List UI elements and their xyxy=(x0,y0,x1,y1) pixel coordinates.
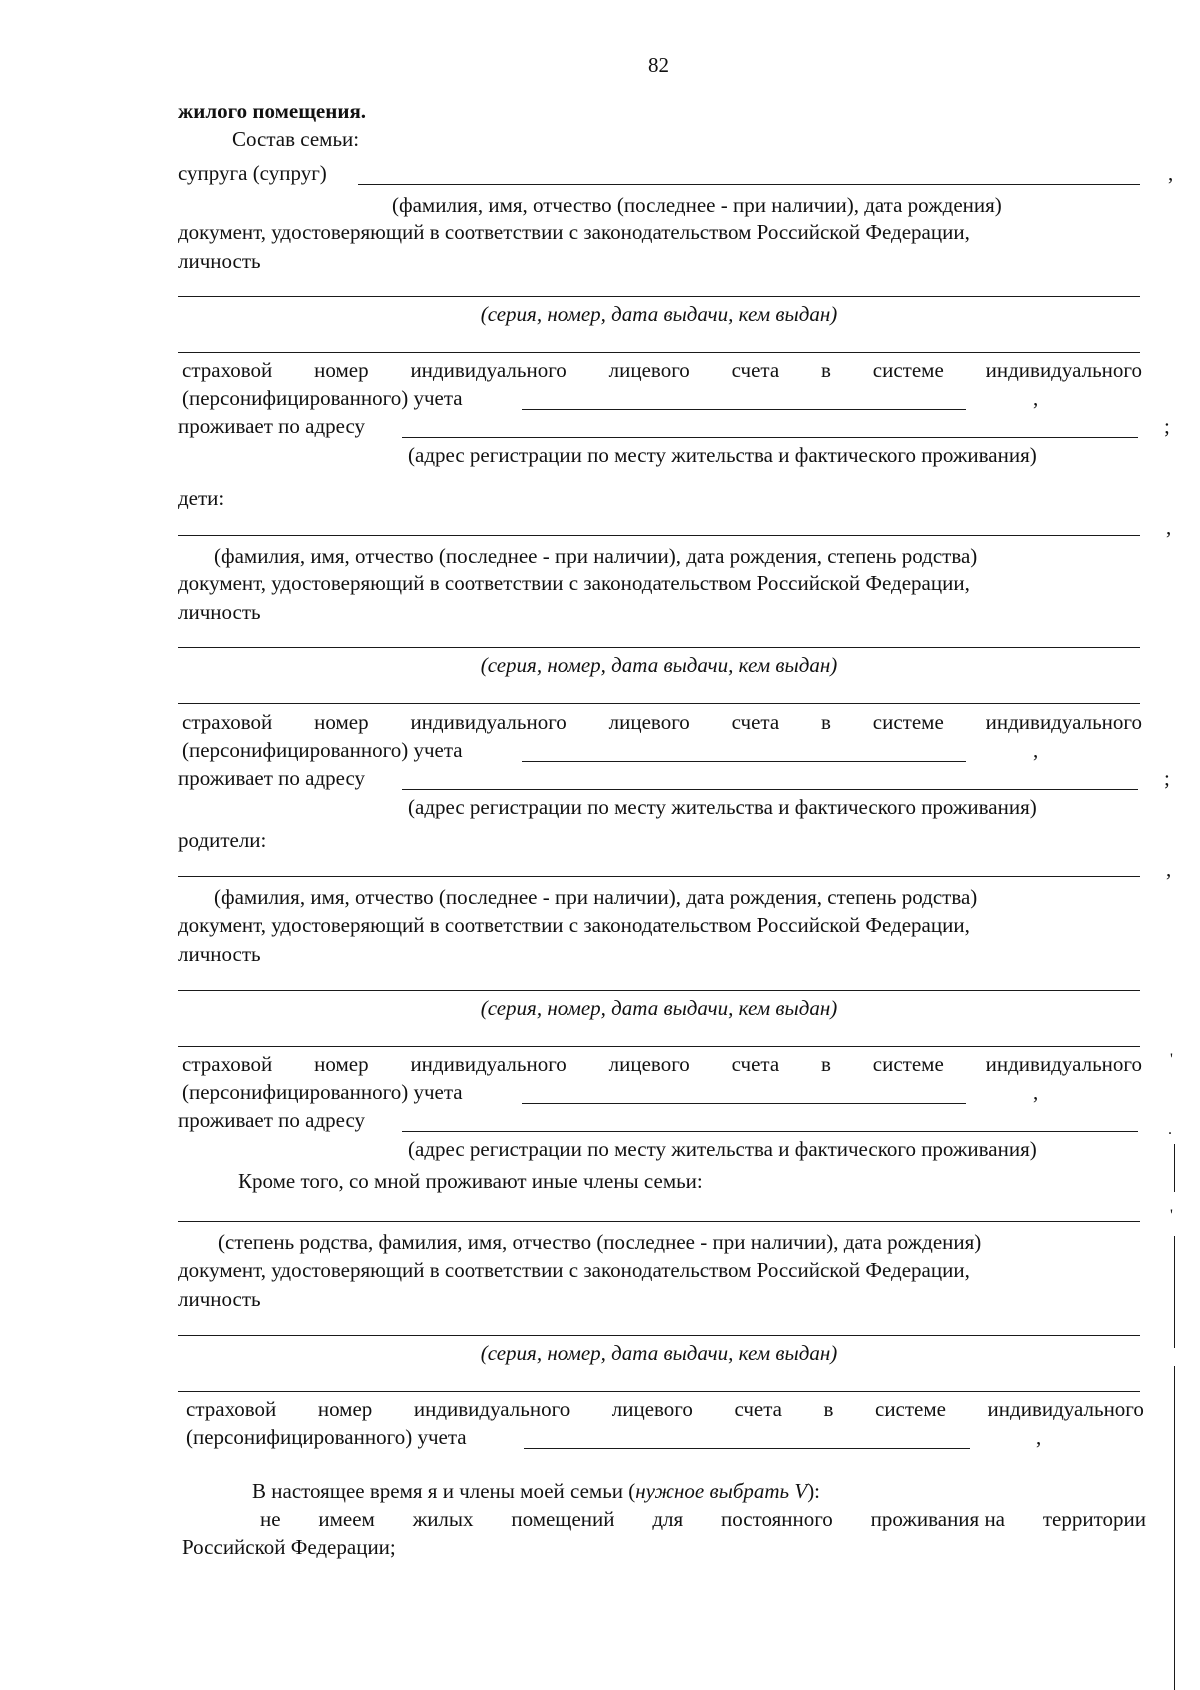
snils-word: страховой xyxy=(182,710,273,734)
snils-word: индивидуального xyxy=(985,1052,1142,1076)
children-snils-field[interactable] xyxy=(522,761,966,762)
spouse-label: супруга (супруг) xyxy=(178,161,327,185)
spouse-doc-field-2[interactable] xyxy=(178,352,1140,353)
children-doc-text: документ, удостоверяющий в соответствии с законодательством Российской Федерации, xyxy=(178,571,970,595)
snils-word: счета xyxy=(734,1397,782,1421)
snils-word: номер xyxy=(317,1397,373,1421)
other-members-label: Кроме того, со мной проживают иные члены семьи: xyxy=(238,1169,703,1193)
spouse-name-hint: (фамилия, имя, отчество (последнее - при наличии), дата рождения) xyxy=(392,193,1002,217)
trailing-comma: , xyxy=(1036,1425,1042,1449)
other-members-doc-field-2[interactable] xyxy=(178,1391,1140,1392)
trailing-semicolon: ; xyxy=(1164,414,1170,438)
spouse-snils-text xyxy=(182,357,1142,383)
scan-mark: ' xyxy=(1170,1051,1173,1068)
spouse-address-field[interactable] xyxy=(402,437,1138,438)
spouse-snils-text-2: (персонифицированного) учета xyxy=(182,386,463,410)
parents-address-label: проживает по адресу xyxy=(178,1108,366,1132)
other-members-snils-text-2: (персонифицированного) учета xyxy=(186,1425,467,1449)
parents-doc-field-2[interactable] xyxy=(178,1046,1140,1047)
parents-name-field[interactable] xyxy=(178,876,1140,877)
children-doc-field[interactable] xyxy=(178,647,1140,648)
snils-word: номер xyxy=(314,710,369,734)
snils-word: системе xyxy=(872,1052,944,1076)
other-members-doc-hint: (серия, номер, дата выдачи, кем выдан) xyxy=(480,1341,838,1365)
family-composition-label: Состав семьи: xyxy=(232,127,360,151)
snils-word: индивидуального xyxy=(985,358,1142,382)
snils-word: счета xyxy=(731,1052,780,1076)
other-members-doc-field[interactable] xyxy=(178,1335,1140,1336)
snils-word: индивидуального xyxy=(410,1052,567,1076)
scan-mark: . xyxy=(1168,1121,1172,1138)
other-members-name-hint: (степень родства, фамилия, имя, отчество (последнее - при наличии), дата рождения) xyxy=(218,1230,982,1254)
children-snils-text xyxy=(182,709,1142,735)
children-address-field[interactable] xyxy=(402,789,1138,790)
children-address-hint: (адрес регистрации по месту жительства и фактического проживания) xyxy=(408,795,1037,819)
snils-word: счета xyxy=(731,710,780,734)
snils-word: счета xyxy=(731,358,780,382)
spouse-doc-text-2: личность xyxy=(178,249,261,273)
trailing-comma: , xyxy=(1166,515,1172,539)
parents-address-field[interactable] xyxy=(402,1131,1138,1132)
spouse-address-label: проживает по адресу xyxy=(178,414,366,438)
spouse-doc-hint: (серия, номер, дата выдачи, кем выдан) xyxy=(480,302,838,326)
snils-word: в xyxy=(821,1052,831,1076)
snils-word: в xyxy=(821,358,831,382)
snils-word: лицевого xyxy=(611,1397,693,1421)
scan-edge-line xyxy=(1174,1144,1175,1192)
snils-word: индивидуального xyxy=(410,710,567,734)
snils-word: лицевого xyxy=(608,358,690,382)
trailing-comma: , xyxy=(1033,738,1039,762)
children-label: дети: xyxy=(178,486,225,510)
snils-word: номер xyxy=(314,1052,369,1076)
scan-mark: ' xyxy=(1170,1207,1173,1224)
snils-word: в xyxy=(823,1397,834,1421)
snils-word: страховой xyxy=(182,1052,273,1076)
option-word: жилых xyxy=(412,1507,474,1531)
snils-word: в xyxy=(821,710,831,734)
snils-word: системе xyxy=(872,710,944,734)
other-members-doc-text-2: личность xyxy=(178,1287,261,1311)
spouse-name-field[interactable] xyxy=(358,184,1140,185)
spouse-address-hint: (адрес регистрации по месту жительства и фактического проживания) xyxy=(408,443,1037,467)
snils-word: страховой xyxy=(186,1397,277,1421)
children-snils-text-2: (персонифицированного) учета xyxy=(182,738,463,762)
option-no-housing-text-2: Российской Федерации; xyxy=(182,1535,396,1559)
parents-snils-field[interactable] xyxy=(522,1103,966,1104)
snils-word: страховой xyxy=(182,358,273,382)
snils-word: системе xyxy=(872,358,944,382)
scan-edge-line xyxy=(1174,1366,1175,1690)
page-number: 82 xyxy=(648,53,669,77)
trailing-comma: , xyxy=(1033,1080,1039,1104)
other-members-name-field[interactable] xyxy=(178,1221,1140,1222)
children-doc-field-2[interactable] xyxy=(178,703,1140,704)
spouse-snils-field[interactable] xyxy=(522,409,966,410)
children-name-hint: (фамилия, имя, отчество (последнее - при наличии), дата рождения, степень родства) xyxy=(214,544,978,568)
snils-word: индивидуального xyxy=(985,710,1142,734)
snils-word: лицевого xyxy=(608,1052,690,1076)
snils-word: номер xyxy=(314,358,369,382)
other-members-doc-text: документ, удостоверяющий в соответствии с законодательством Российской Федерации, xyxy=(178,1258,970,1282)
snils-word: лицевого xyxy=(608,710,690,734)
option-word: помещений xyxy=(511,1507,615,1531)
snils-word: индивидуального xyxy=(410,358,567,382)
trailing-comma: , xyxy=(1033,386,1039,410)
option-word: для xyxy=(652,1507,684,1531)
option-no-housing-text xyxy=(260,1506,1146,1532)
children-doc-hint: (серия, номер, дата выдачи, кем выдан) xyxy=(480,653,838,677)
other-members-snils-text xyxy=(186,1396,1144,1422)
spouse-doc-text: документ, удостоверяющий в соответствии с законодательством Российской Федерации, xyxy=(178,220,970,244)
scan-edge-line xyxy=(1174,1236,1175,1348)
option-word: постоянного xyxy=(721,1507,833,1531)
section-heading: жилого помещения. xyxy=(178,99,367,123)
parents-doc-text: документ, удостоверяющий в соответствии с законодательством Российской Федерации, xyxy=(178,913,970,937)
parents-snils-text-2: (персонифицированного) учета xyxy=(182,1080,463,1104)
parents-address-hint: (адрес регистрации по месту жительства и фактического проживания) xyxy=(408,1137,1037,1161)
snils-word: индивидуального xyxy=(413,1397,571,1421)
snils-word: системе xyxy=(875,1397,946,1421)
trailing-comma: , xyxy=(1168,161,1174,185)
trailing-comma: , xyxy=(1166,857,1172,881)
parents-name-hint: (фамилия, имя, отчество (последнее - при наличии), дата рождения, степень родства) xyxy=(214,885,978,909)
parents-label: родители: xyxy=(178,828,267,852)
current-housing-intro: В настоящее время я и члены моей семьи (нужное выбрать V): xyxy=(252,1479,821,1503)
parents-doc-field[interactable] xyxy=(178,990,1140,991)
option-word: проживания на xyxy=(870,1507,1006,1531)
option-word: территории xyxy=(1042,1507,1146,1531)
children-address-label: проживает по адресу xyxy=(178,766,366,790)
parents-doc-text-2: личность xyxy=(178,942,261,966)
snils-word: индивидуального xyxy=(987,1397,1144,1421)
option-word: имеем xyxy=(318,1507,375,1531)
trailing-semicolon: ; xyxy=(1164,766,1170,790)
parents-snils-text xyxy=(182,1051,1142,1077)
spouse-doc-field[interactable] xyxy=(178,296,1140,297)
children-doc-text-2: личность xyxy=(178,600,261,624)
children-name-field[interactable] xyxy=(178,535,1140,536)
other-members-snils-field[interactable] xyxy=(524,1448,970,1449)
option-word: не xyxy=(260,1507,281,1531)
parents-doc-hint: (серия, номер, дата выдачи, кем выдан) xyxy=(480,996,838,1020)
